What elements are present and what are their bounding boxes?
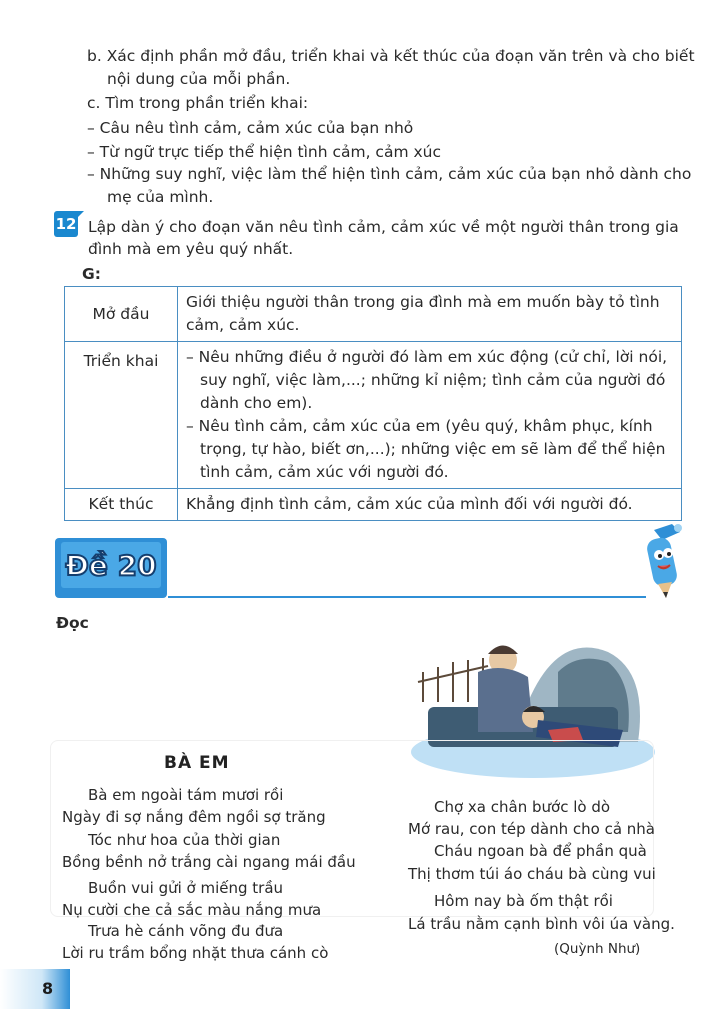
bullet-3-cont: mẹ của mình. [107,188,214,206]
end-content: Khẳng định tình cảm, cảm xúc của mình đối với người đó. [178,489,682,521]
question-12-text-cont: đình mà em yêu quý nhất. [88,240,294,258]
poem-line: Tóc như hoa của thời gian [88,831,281,849]
answer-label: G: [82,265,101,283]
poem-title: BÀ EM [164,753,230,773]
table-row [65,287,682,342]
body-line: dành cho em). [200,394,313,412]
page-number: 8 [42,979,54,998]
end-label: Kết thúc [65,489,178,521]
poem-line: Buồn vui gửi ở miếng trầu [88,879,284,897]
body-content [178,342,682,489]
bullet-1: – Câu nêu tình cảm, cảm xúc của bạn nhỏ [87,119,414,137]
body-line: suy nghĩ, việc làm,...; những kỉ niệm; tình cảm của người đó [200,371,666,389]
poem-line: Bồng bềnh nở trắng cài ngang mái đầu [62,853,356,871]
intro-line: cảm, cảm xúc. [186,316,300,334]
body-line: – Nêu những điều ở người đó làm em xúc động (cử chỉ, lời nói, [186,348,668,366]
poem-line: Lá trầu nằm cạnh bình vôi úa vàng. [408,915,675,933]
reading-label: Đọc [56,614,89,632]
poem-line: Cháu ngoan bà để phần quà [434,842,647,860]
poem-line: Bà em ngoài tám mươi rồi [88,786,284,804]
poem-line: Chợ xa chân bước lò dò [434,798,611,816]
exercise-c: c. Tìm trong phần triển khai: [87,94,309,112]
section-title: Đề 20 [61,542,161,588]
body-line: trọng, tự hào, biết ơn,...); những việc em sẽ làm để thể hiện [200,440,666,458]
outline-table [64,286,682,521]
body-label: Triển khai [65,342,178,489]
poem-line: Lời ru trầm bổng nhặt thưa cánh cò [62,944,329,962]
poem-line: Trưa hè cánh võng đu đưa [88,922,284,940]
exercise-b: b. Xác định phần mở đầu, triển khai và kết thúc của đoạn văn trên và cho biết [87,47,695,65]
page-number-tab [0,969,70,1009]
body-line: tình cảm, cảm xúc với người đó. [200,463,449,481]
pencil-mascot-icon [632,522,692,604]
bullet-2: – Từ ngữ trực tiếp thể hiện tình cảm, cảm xúc [87,143,441,161]
section-title-badge [55,538,167,598]
poem-line: Mớ rau, con tép dành cho cả nhà [408,820,655,838]
poem-line: Hôm nay bà ốm thật rồi [434,892,613,910]
bullet-3: – Những suy nghĩ, việc làm thể hiện tình cảm, cảm xúc của bạn nhỏ dành cho [87,165,692,183]
section-divider [168,596,646,598]
body-line: – Nêu tình cảm, cảm xúc của em (yêu quý, khâm phục, kính [186,417,653,435]
question-number-badge: 12 [54,211,78,237]
intro-line: Giới thiệu người thân trong gia đình mà em muốn bày tỏ tình [186,293,660,311]
poem-line: Thị thơm túi áo cháu bà cùng vui [408,865,656,883]
poem-line: Ngày đi sợ nắng đêm ngồi sợ trăng [62,808,326,826]
table-row [65,489,682,521]
exercise-b-cont: nội dung của mỗi phần. [107,70,291,88]
poem-line: Nụ cười che cả sắc màu nắng mưa [62,901,322,919]
question-12-text: Lập dàn ý cho đoạn văn nêu tình cảm, cảm xúc về một người thân trong gia [88,218,679,236]
intro-content [178,287,682,342]
intro-label: Mở đầu [65,287,178,342]
poem-author: (Quỳnh Như) [554,941,641,957]
table-row [65,342,682,489]
